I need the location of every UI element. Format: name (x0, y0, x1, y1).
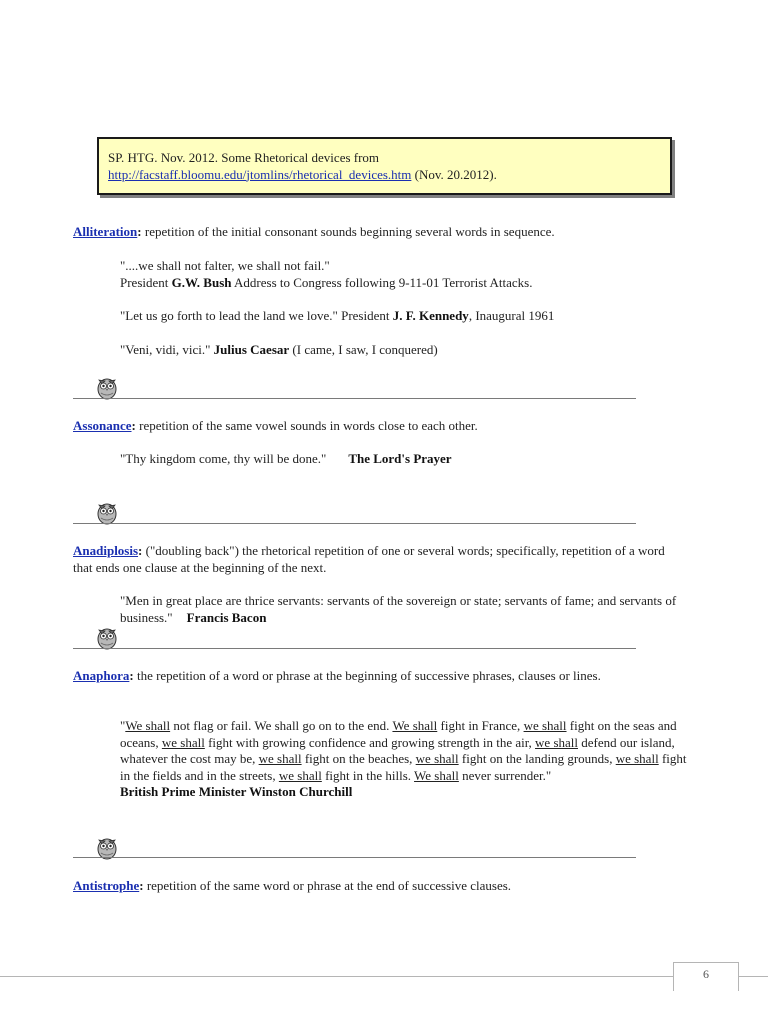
source-suffix: (Nov. 20.2012). (411, 166, 497, 182)
alliteration-quote-1: "....we shall not falter, we shall not fail." President G.W. Bush Address to Congress following 9-11-01 Terrorist Attacks. (120, 258, 533, 290)
source-link[interactable]: http://facstaff.bloomu.edu/jtomlins/rhetorical_devices.htm (108, 166, 412, 182)
speaker-name: Julius Caesar (213, 342, 290, 357)
alliteration-quote-2: "Let us go forth to lead the land we love." President J. F. Kennedy, Inaugural 1961 (120, 308, 555, 323)
term-assonance[interactable]: Assonance (73, 418, 132, 433)
anadiplosis-definition: Anadiplosis: ("doubling back") the rhetorical repetition of one or several words; specifically, repetition of a word that ends one clause at the beginning of the next. (73, 543, 665, 575)
anadiplosis-quote: "Men in great place are thrice servants: servants of the sovereign or state; servants of fame; and servants of business." Francis Bacon (120, 593, 677, 625)
alliteration-quote-3: "Veni, vidi, vici." Julius Caesar (I came, I saw, I conquered) (120, 342, 438, 357)
alliteration-definition: Alliteration: repetition of the initial consonant sounds beginning several words in sequence. (73, 224, 555, 239)
assonance-definition: Assonance: repetition of the same vowel sounds in words close to each other. (73, 418, 478, 433)
quote-source: The Lord's Prayer (348, 451, 452, 466)
source-prefix: SP. HTG. Nov. 2012. Some Rhetorical devices from (108, 150, 380, 165)
quote-source: Francis Bacon (186, 609, 267, 625)
anaphora-quote: "We shall not flag or fail. We shall go on to the end. We shall fight in France, we shall fight on the seas and oceans, we shall fight with growing confidence and growing strength in the air, we shall defend our island, whatever the cost may be, we shall fight on the beaches, we shall fight on the landing grounds, we shall fight in the fields and in the streets, we shall fight in the hills. We shall never surrender." British Prime Minister Winston Churchill (120, 718, 687, 799)
speaker-name: J. F. Kennedy (392, 308, 469, 323)
section-divider (73, 857, 636, 858)
term-antistrophe[interactable]: Antistrophe (73, 878, 140, 893)
term-anaphora[interactable]: Anaphora (73, 668, 130, 683)
term-anadiplosis[interactable]: Anadiplosis (73, 543, 139, 558)
owl-icon (95, 624, 119, 650)
term-alliteration[interactable]: Alliteration (73, 224, 138, 239)
quote-source: British Prime Minister Winston Churchill (120, 784, 353, 799)
assonance-quote: "Thy kingdom come, thy will be done." The Lord's Prayer (120, 451, 452, 466)
footer-rule (0, 976, 768, 977)
owl-icon (95, 374, 119, 400)
owl-icon (95, 499, 119, 525)
section-divider (73, 398, 636, 399)
anaphora-definition: Anaphora: the repetition of a word or phrase at the beginning of successive phrases, clauses or lines. (73, 668, 601, 683)
section-divider (73, 523, 636, 524)
source-citation-box (97, 137, 672, 195)
antistrophe-definition: Antistrophe: repetition of the same word or phrase at the end of successive clauses. (73, 878, 512, 893)
page-number: 6 (673, 962, 739, 991)
speaker-name: G.W. Bush (171, 274, 232, 290)
section-divider (73, 648, 636, 649)
